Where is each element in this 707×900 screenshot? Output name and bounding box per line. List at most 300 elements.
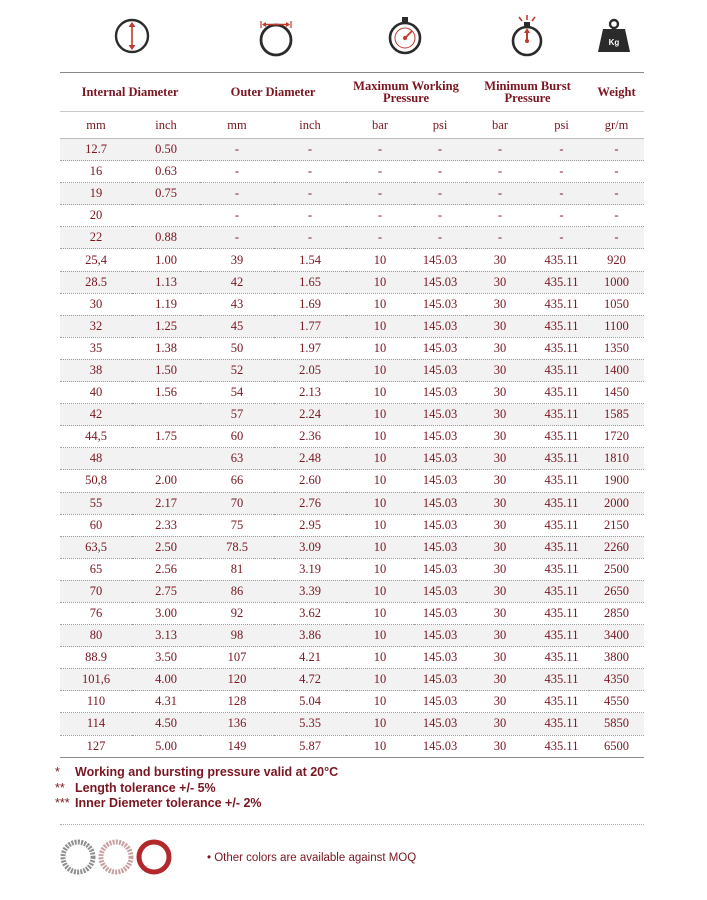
table-cell: 81 xyxy=(200,558,274,580)
table-cell: - xyxy=(414,183,466,205)
table-cell: 145.03 xyxy=(414,382,466,404)
table-cell: 145.03 xyxy=(414,735,466,757)
table-cell: 145.03 xyxy=(414,536,466,558)
table-cell: 0.88 xyxy=(132,227,200,249)
weight-icon-label: Kg xyxy=(608,38,620,47)
table-row xyxy=(60,691,644,713)
table-row xyxy=(60,536,644,558)
table-cell: 435.11 xyxy=(534,735,589,757)
table-cell: 145.03 xyxy=(414,359,466,381)
table-cell: 1.75 xyxy=(132,426,200,448)
table-cell: 435.11 xyxy=(534,359,589,381)
unit-label: mm xyxy=(60,112,132,139)
table-cell: 66 xyxy=(200,470,274,492)
table-row xyxy=(60,514,644,536)
table-cell: 1.25 xyxy=(132,315,200,337)
table-cell: 435.11 xyxy=(534,337,589,359)
table-cell: 145.03 xyxy=(414,448,466,470)
unit-label: psi xyxy=(414,112,466,139)
table-cell: 10 xyxy=(346,249,414,271)
table-cell: 435.11 xyxy=(534,625,589,647)
table-header-row xyxy=(60,73,644,112)
table-cell: 1.97 xyxy=(274,337,346,359)
table-cell: - xyxy=(534,161,589,183)
table-cell: 435.11 xyxy=(534,514,589,536)
table-cell: 3.13 xyxy=(132,625,200,647)
unit-label: bar xyxy=(346,112,414,139)
header-max-working-pressure: Maximum Working Pressure xyxy=(346,73,466,112)
table-cell: 3800 xyxy=(589,647,644,669)
table-cell: 10 xyxy=(346,271,414,293)
table-row xyxy=(60,625,644,647)
table-cell: 10 xyxy=(346,558,414,580)
unit-label: inch xyxy=(274,112,346,139)
table-cell: 3.39 xyxy=(274,580,346,602)
table-cell: - xyxy=(200,139,274,161)
internal-diameter-icon xyxy=(110,14,154,58)
table-cell: 145.03 xyxy=(414,558,466,580)
table-cell: 120 xyxy=(200,669,274,691)
table-row xyxy=(60,647,644,669)
table-cell: 30 xyxy=(466,514,534,536)
table-cell: 10 xyxy=(346,691,414,713)
table-cell: 435.11 xyxy=(534,249,589,271)
burst-pressure-gauge-icon xyxy=(505,14,549,58)
divider xyxy=(60,824,644,825)
table-cell: 2260 xyxy=(589,536,644,558)
table-cell: 30 xyxy=(466,337,534,359)
table-cell: 10 xyxy=(346,713,414,735)
table-cell: - xyxy=(534,227,589,249)
grey-ring-swatch xyxy=(63,842,93,872)
table-cell: 30 xyxy=(466,647,534,669)
table-cell: 30 xyxy=(466,470,534,492)
table-cell: 10 xyxy=(346,647,414,669)
table-cell: 57 xyxy=(200,404,274,426)
table-cell: - xyxy=(200,161,274,183)
table-cell: 76 xyxy=(60,602,132,624)
table-cell: 5850 xyxy=(589,713,644,735)
table-cell: 42 xyxy=(200,271,274,293)
table-cell: 10 xyxy=(346,602,414,624)
table-cell: 32 xyxy=(60,315,132,337)
table-cell: 30 xyxy=(466,293,534,315)
table-cell: 48 xyxy=(60,448,132,470)
table-cell: 6500 xyxy=(589,735,644,757)
table-cell: - xyxy=(274,139,346,161)
table-cell: 30 xyxy=(466,271,534,293)
table-cell: 2.17 xyxy=(132,492,200,514)
table-cell: 110 xyxy=(60,691,132,713)
table-cell: 1810 xyxy=(589,448,644,470)
table-cell: 435.11 xyxy=(534,691,589,713)
table-cell: 435.11 xyxy=(534,580,589,602)
table-cell: 30 xyxy=(466,536,534,558)
table-cell: 1400 xyxy=(589,359,644,381)
table-cell: 19 xyxy=(60,183,132,205)
table-cell: 3.50 xyxy=(132,647,200,669)
table-cell: 1450 xyxy=(589,382,644,404)
table-cell: - xyxy=(466,205,534,227)
table-cell: 5.87 xyxy=(274,735,346,757)
weight-icon xyxy=(592,14,636,58)
table-cell: 30 xyxy=(466,492,534,514)
table-cell: 98 xyxy=(200,625,274,647)
table-cell: 145.03 xyxy=(414,691,466,713)
table-cell: 1.54 xyxy=(274,249,346,271)
table-cell: 2.13 xyxy=(274,382,346,404)
table-cell: 136 xyxy=(200,713,274,735)
table-row xyxy=(60,337,644,359)
table-cell xyxy=(132,404,200,426)
table-row xyxy=(60,448,644,470)
colors-note: • Other colors are available against MOQ xyxy=(207,852,417,864)
table-cell: 70 xyxy=(200,492,274,514)
table-cell: 30 xyxy=(466,735,534,757)
table-cell: 145.03 xyxy=(414,249,466,271)
header-weight: Weight xyxy=(589,73,644,112)
table-cell: - xyxy=(414,227,466,249)
table-cell: - xyxy=(274,161,346,183)
table-cell: 145.03 xyxy=(414,492,466,514)
table-cell: 3.09 xyxy=(274,536,346,558)
table-cell: 30 xyxy=(466,713,534,735)
table-cell: 1.50 xyxy=(132,359,200,381)
table-row xyxy=(60,426,644,448)
table-cell: 2.50 xyxy=(132,536,200,558)
table-cell: - xyxy=(589,183,644,205)
unit-label: mm xyxy=(200,112,274,139)
table-cell: - xyxy=(414,161,466,183)
table-row xyxy=(60,227,644,249)
table-cell: - xyxy=(274,227,346,249)
table-cell: 145.03 xyxy=(414,315,466,337)
table-cell: 30 xyxy=(466,359,534,381)
table-cell: 1585 xyxy=(589,404,644,426)
table-cell: 435.11 xyxy=(534,602,589,624)
table-row xyxy=(60,183,644,205)
table-cell: 54 xyxy=(200,382,274,404)
table-cell: 4.72 xyxy=(274,669,346,691)
table-cell: - xyxy=(414,205,466,227)
table-cell: 1.00 xyxy=(132,249,200,271)
footnotes xyxy=(55,765,338,812)
table-cell: 30 xyxy=(466,426,534,448)
table-cell: 30 xyxy=(466,558,534,580)
table-cell: 25,4 xyxy=(60,249,132,271)
table-cell: 145.03 xyxy=(414,404,466,426)
table-units-row xyxy=(60,112,644,139)
table-row xyxy=(60,404,644,426)
table-cell: 145.03 xyxy=(414,293,466,315)
table-cell: 2.24 xyxy=(274,404,346,426)
table-cell: 2650 xyxy=(589,580,644,602)
working-pressure-gauge-icon xyxy=(383,14,427,58)
table-row xyxy=(60,139,644,161)
table-cell: - xyxy=(200,205,274,227)
table-cell: 1.38 xyxy=(132,337,200,359)
unit-label: gr/m xyxy=(589,112,644,139)
table-cell: 30 xyxy=(466,249,534,271)
table-row xyxy=(60,735,644,757)
table-cell: 30 xyxy=(466,691,534,713)
table-cell: 4.50 xyxy=(132,713,200,735)
table-row xyxy=(60,271,644,293)
table-body xyxy=(60,139,644,758)
table-cell: 30 xyxy=(466,580,534,602)
icon-row xyxy=(0,0,707,70)
table-cell: 20 xyxy=(60,205,132,227)
table-cell: - xyxy=(346,161,414,183)
footnote-text: Working and bursting pressure valid at 20°C xyxy=(75,765,339,779)
table-cell: 63,5 xyxy=(60,536,132,558)
table-cell: 1.65 xyxy=(274,271,346,293)
table-cell: 75 xyxy=(200,514,274,536)
table-cell: 30 xyxy=(466,669,534,691)
table-cell: 10 xyxy=(346,293,414,315)
table-cell: 39 xyxy=(200,249,274,271)
table-cell: - xyxy=(274,205,346,227)
table-cell: 2.05 xyxy=(274,359,346,381)
table-cell: 114 xyxy=(60,713,132,735)
table-cell: 4.00 xyxy=(132,669,200,691)
header-outer-diameter: Outer Diameter xyxy=(200,73,346,112)
red-ring-swatch xyxy=(139,842,169,872)
table-cell: 60 xyxy=(200,426,274,448)
table-cell: - xyxy=(414,139,466,161)
table-cell: 127 xyxy=(60,735,132,757)
table-cell: - xyxy=(466,161,534,183)
table-cell: - xyxy=(346,183,414,205)
table-cell: 2.36 xyxy=(274,426,346,448)
light-red-ring-swatch xyxy=(101,842,131,872)
table-cell: 0.63 xyxy=(132,161,200,183)
table-row xyxy=(60,713,644,735)
footnote-marker: * xyxy=(55,765,60,779)
table-cell: - xyxy=(466,183,534,205)
table-cell: 435.11 xyxy=(534,470,589,492)
table-row xyxy=(60,249,644,271)
table-row xyxy=(60,669,644,691)
table-cell: - xyxy=(274,183,346,205)
table-cell: - xyxy=(589,161,644,183)
table-row xyxy=(60,359,644,381)
footnote xyxy=(55,781,338,797)
table-cell: 2.33 xyxy=(132,514,200,536)
table-cell: 2000 xyxy=(589,492,644,514)
footnote-text: Inner Diemeter tolerance +/- 2% xyxy=(75,796,262,810)
table-cell: - xyxy=(534,183,589,205)
unit-label: bar xyxy=(466,112,534,139)
table-cell: 42 xyxy=(60,404,132,426)
table-cell: 1720 xyxy=(589,426,644,448)
table-cell: 2.75 xyxy=(132,580,200,602)
table-row xyxy=(60,602,644,624)
table-cell: 10 xyxy=(346,448,414,470)
table-cell: 145.03 xyxy=(414,337,466,359)
table-cell: 63 xyxy=(200,448,274,470)
table-row xyxy=(60,293,644,315)
table-cell: 30 xyxy=(466,404,534,426)
table-cell: 435.11 xyxy=(534,713,589,735)
table-cell: 145.03 xyxy=(414,625,466,647)
table-cell: 435.11 xyxy=(534,536,589,558)
table-cell: 3.62 xyxy=(274,602,346,624)
table-cell: - xyxy=(534,205,589,227)
table-cell: 2.95 xyxy=(274,514,346,536)
table-cell: 5.35 xyxy=(274,713,346,735)
table-cell: 22 xyxy=(60,227,132,249)
unit-label: inch xyxy=(132,112,200,139)
table-cell: - xyxy=(346,227,414,249)
footnote xyxy=(55,765,338,781)
table-cell: 16 xyxy=(60,161,132,183)
table-cell: 435.11 xyxy=(534,293,589,315)
table-cell: 435.11 xyxy=(534,669,589,691)
table-row xyxy=(60,558,644,580)
table-cell: 2850 xyxy=(589,602,644,624)
color-swatches xyxy=(58,837,178,877)
table-cell: 101,6 xyxy=(60,669,132,691)
table-cell: 10 xyxy=(346,625,414,647)
table-cell: 145.03 xyxy=(414,470,466,492)
table-cell: 145.03 xyxy=(414,426,466,448)
table-cell: 920 xyxy=(589,249,644,271)
table-cell: 3.00 xyxy=(132,602,200,624)
table-cell: 50,8 xyxy=(60,470,132,492)
table-cell: 3400 xyxy=(589,625,644,647)
table-cell: 45 xyxy=(200,315,274,337)
footnote xyxy=(55,796,338,812)
table-cell xyxy=(132,205,200,227)
table-cell: 30 xyxy=(466,625,534,647)
table-row xyxy=(60,382,644,404)
table-cell: 10 xyxy=(346,404,414,426)
table-cell: 10 xyxy=(346,315,414,337)
table-cell: 0.50 xyxy=(132,139,200,161)
table-cell: 3.86 xyxy=(274,625,346,647)
table-cell: - xyxy=(534,139,589,161)
table-cell: 5.04 xyxy=(274,691,346,713)
table-cell: 52 xyxy=(200,359,274,381)
table-cell: 145.03 xyxy=(414,514,466,536)
table-cell: 88.9 xyxy=(60,647,132,669)
footnote-marker: *** xyxy=(55,796,70,810)
table-cell: 30 xyxy=(466,315,534,337)
table-cell: 30 xyxy=(466,448,534,470)
table-cell: 1.13 xyxy=(132,271,200,293)
table-cell: 435.11 xyxy=(534,315,589,337)
table-cell xyxy=(132,448,200,470)
table-cell: 2.76 xyxy=(274,492,346,514)
table-cell: 1.77 xyxy=(274,315,346,337)
table-cell: 145.03 xyxy=(414,580,466,602)
table-cell: - xyxy=(589,205,644,227)
header-min-burst-pressure: Minimum Burst Pressure xyxy=(466,73,589,112)
table-cell: 12.7 xyxy=(60,139,132,161)
table-cell: 65 xyxy=(60,558,132,580)
table-row xyxy=(60,205,644,227)
table-cell: 145.03 xyxy=(414,669,466,691)
table-cell: 149 xyxy=(200,735,274,757)
table-cell: 10 xyxy=(346,470,414,492)
table-cell: 50 xyxy=(200,337,274,359)
table-cell: 145.03 xyxy=(414,271,466,293)
table-cell: 30 xyxy=(466,602,534,624)
table-cell: 70 xyxy=(60,580,132,602)
table-cell: 4350 xyxy=(589,669,644,691)
table-cell: 10 xyxy=(346,337,414,359)
table-cell: 92 xyxy=(200,602,274,624)
table-cell: 2.60 xyxy=(274,470,346,492)
table-cell: - xyxy=(466,227,534,249)
header-internal-diameter: Internal Diameter xyxy=(60,73,200,112)
table-cell: - xyxy=(589,227,644,249)
table-cell: 60 xyxy=(60,514,132,536)
table-cell: 2.00 xyxy=(132,470,200,492)
table-cell: 38 xyxy=(60,359,132,381)
table-row xyxy=(60,161,644,183)
table-cell: 1.69 xyxy=(274,293,346,315)
table-cell: 3.19 xyxy=(274,558,346,580)
table-cell: 0.75 xyxy=(132,183,200,205)
table-cell: 128 xyxy=(200,691,274,713)
table-cell: 35 xyxy=(60,337,132,359)
table-cell: 10 xyxy=(346,492,414,514)
table-cell: 435.11 xyxy=(534,492,589,514)
table-cell: 10 xyxy=(346,382,414,404)
table-cell: 10 xyxy=(346,514,414,536)
footnote-marker: ** xyxy=(55,780,65,795)
hose-spec-table xyxy=(60,72,644,758)
table-cell: 78.5 xyxy=(200,536,274,558)
table-cell: 2.56 xyxy=(132,558,200,580)
table-cell: 10 xyxy=(346,735,414,757)
table-row xyxy=(60,580,644,602)
table-cell: 435.11 xyxy=(534,271,589,293)
table-cell: 107 xyxy=(200,647,274,669)
table-cell: 5.00 xyxy=(132,735,200,757)
table-row xyxy=(60,315,644,337)
table-cell: 2.48 xyxy=(274,448,346,470)
table-cell: 1050 xyxy=(589,293,644,315)
table-cell: 435.11 xyxy=(534,558,589,580)
table-cell: - xyxy=(466,139,534,161)
table-cell: 55 xyxy=(60,492,132,514)
outer-diameter-icon xyxy=(254,14,298,58)
table-row xyxy=(60,492,644,514)
table-cell: 1000 xyxy=(589,271,644,293)
unit-label: psi xyxy=(534,112,589,139)
table-cell: - xyxy=(200,183,274,205)
table-cell: 1.56 xyxy=(132,382,200,404)
table-cell: 435.11 xyxy=(534,382,589,404)
table-cell: 10 xyxy=(346,669,414,691)
table-cell: 10 xyxy=(346,580,414,602)
table-cell: - xyxy=(200,227,274,249)
table-cell: 435.11 xyxy=(534,404,589,426)
table-cell: 435.11 xyxy=(534,647,589,669)
table-cell: 44,5 xyxy=(60,426,132,448)
table-cell: 145.03 xyxy=(414,713,466,735)
table-cell: 435.11 xyxy=(534,448,589,470)
table-cell: 40 xyxy=(60,382,132,404)
table-cell: 1350 xyxy=(589,337,644,359)
table-cell: 80 xyxy=(60,625,132,647)
table-cell: 28.5 xyxy=(60,271,132,293)
table-cell: - xyxy=(346,205,414,227)
table-cell: 4550 xyxy=(589,691,644,713)
